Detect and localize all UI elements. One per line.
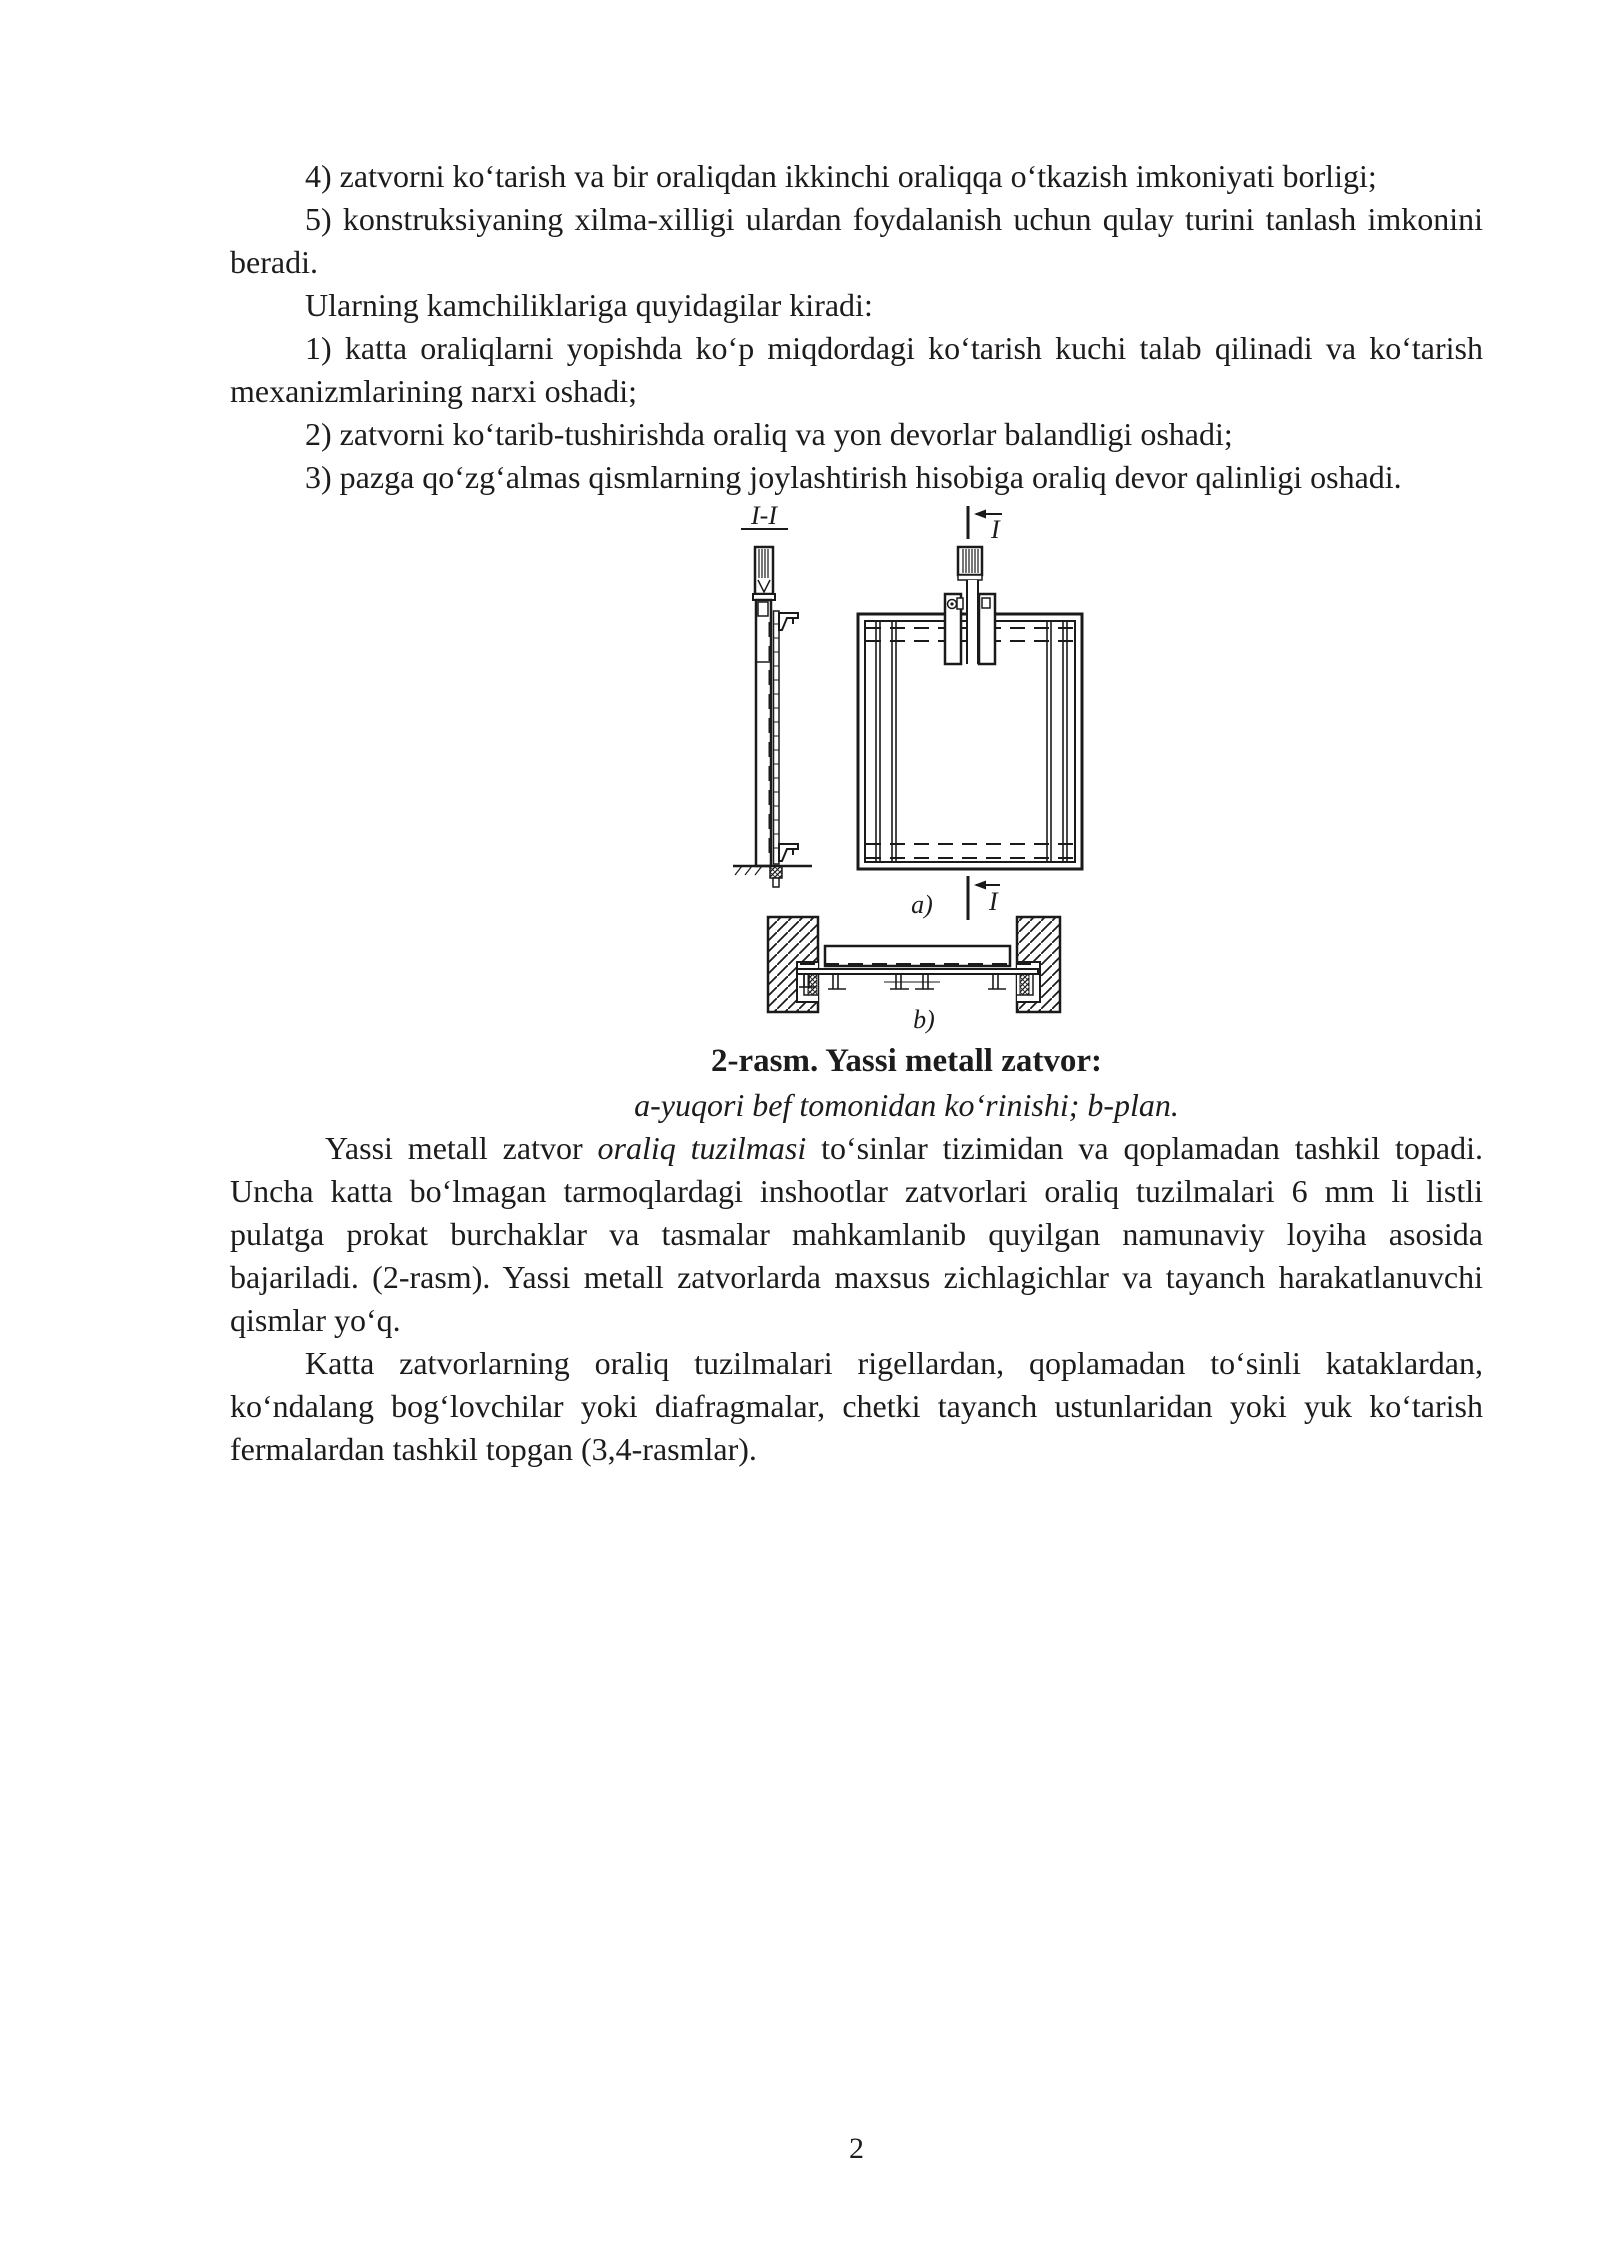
section-mark-bottom-label: I	[989, 887, 998, 916]
list-item-5: 5) konstruksiyaning xilma-xilligi ulardan foydalanish uchun qulay turini tanlash imkonini beradi.	[230, 201, 1483, 280]
list-item-3: 3) pazga qoʻzgʻalmas qismlarning joylashtirish hisobiga oraliq devor qalinligi oshadi.	[305, 459, 1402, 495]
section-title-label: I-I	[751, 501, 777, 530]
section-view-drawing	[733, 501, 812, 887]
page-number: 2	[849, 2132, 864, 2165]
section-arrow-bottom-icon	[974, 881, 986, 890]
view-a-label: a)	[911, 890, 933, 919]
plan-view-drawing	[768, 917, 1060, 1034]
paragraph-flat-gate-lead: Yassi metall zatvor	[325, 1130, 598, 1166]
view-b-label: b)	[913, 1005, 935, 1034]
section-mark-top-label: I	[991, 515, 1000, 544]
section-arrow-top-icon	[974, 510, 986, 519]
figure-caption-subtitle: a-yuqori bef tomonidan koʻrinishi; b-plan.	[634, 1087, 1179, 1123]
text-column	[230, 155, 1483, 1471]
list-item-4: 4) zatvorni koʻtarish va bir oraliqdan ikkinchi oraliqqa oʻtkazish imkoniyati borligi;	[305, 158, 1377, 194]
paragraph-flat-gate	[230, 1127, 1483, 1342]
front-view-drawing	[858, 506, 1082, 920]
paragraph-flat-gate-emphasis: oraliq tuzilmasi	[597, 1130, 807, 1166]
figure-caption-title: 2-rasm. Yassi metall zatvor:	[710, 1043, 1102, 1079]
paragraph-drawbacks-intro: Ularning kamchiliklariga quyidagilar kiradi:	[305, 287, 873, 323]
list-item-2: 2) zatvorni koʻtarib-tushirishda oraliq va yon devorlar balandligi oshadi;	[305, 416, 1233, 452]
list-item-1: 1) katta oraliqlarni yopishda koʻp miqdordagi koʻtarish kuchi talab qilinadi va koʻtarish mexanizmlarining narxi oshadi;	[230, 330, 1483, 409]
paragraph-flat-gate-rest: toʻsinlar tizimidan va qoplamadan tashkil topadi. Uncha katta boʻlmagan tarmoqlardagi inshootlar zatvorlari oraliq tuzilmalari 6 mm li listli pulatga prokat burchaklar va tasmalar mahkamlanib quyilgan namunaviy loyiha asosida bajariladi. (2-rasm). Yassi metall zatvorlarda maxsus zichlagichlar va tayanch harakatlanuvchi qismlar yoʻq.	[230, 1130, 1484, 1338]
figure-flat-metal-gate	[700, 492, 1120, 1037]
paragraph-large-gates: Katta zatvorlarning oraliq tuzilmalari rigellardan, qoplamadan toʻsinli kataklardan, koʻndalang bogʻlovchilar yoki diafragmalar, chetki tayanch ustunlaridan yoki yuk koʻtarish fermalardan tashkil topgan (3,4-rasmlar).	[230, 1345, 1483, 1467]
